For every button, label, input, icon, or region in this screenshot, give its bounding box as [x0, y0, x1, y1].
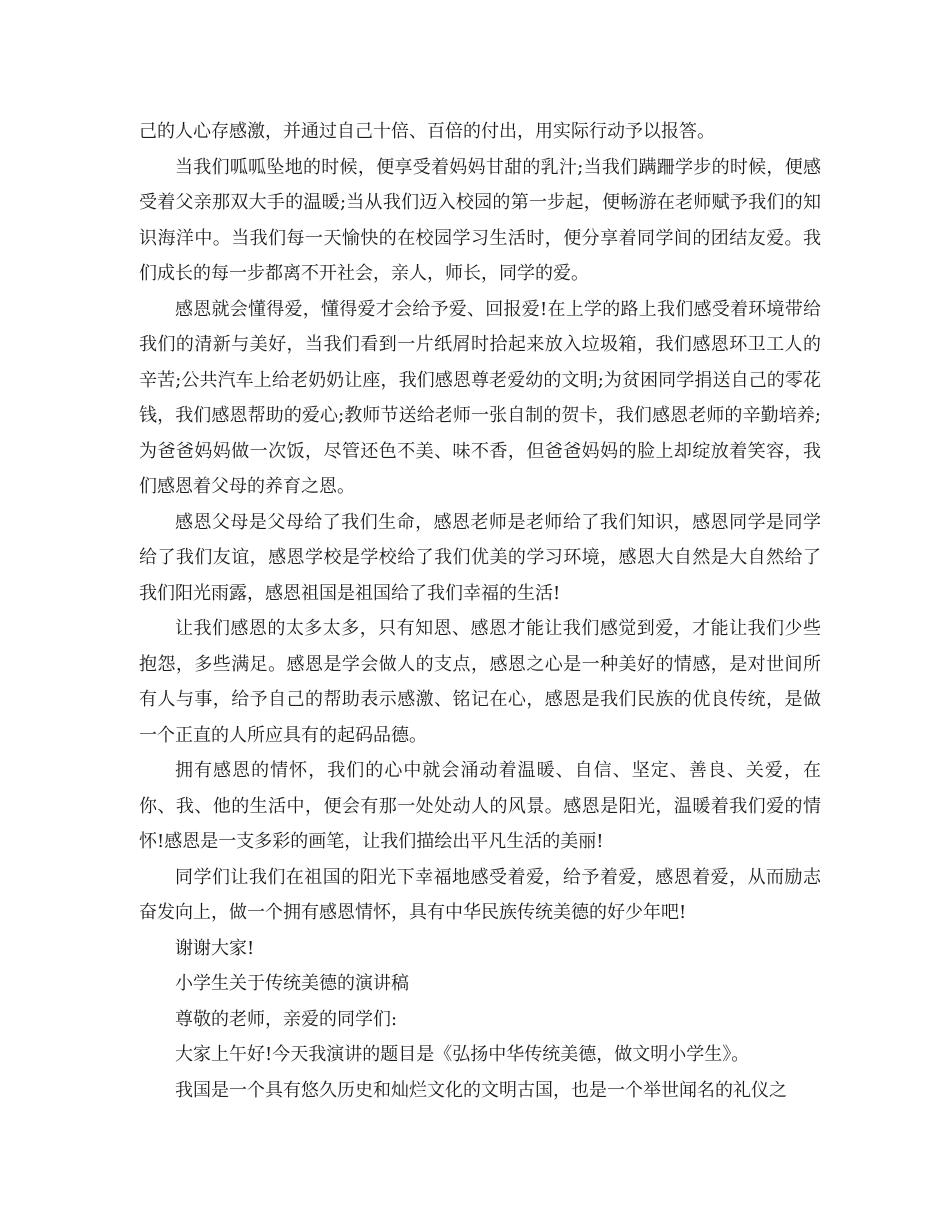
paragraph-growth-love: 当我们呱呱坠地的时候，便享受着妈妈甘甜的乳汁;当我们蹒跚学步的时候，便感受着父亲那双大手的温暖;当从我们迈入校园的第一步起，便畅游在老师赋予我们的知识海洋中。当我们每一天愉快的在校园学习生活时，便分享着同学间的团结友爱。我们成长的每一步都离不开社会，亲人，师长，同学的爱。: [139, 156, 821, 284]
paragraph-gratitude-feelings: 拥有感恩的情怀，我们的心中就会涌动着温暖、自信、坚定、善良、关爱，在你、我、他的生活中，便会有那一处处动人的风景。感恩是阳光，温暖着我们爱的情怀!感恩是一支多彩的画笔，让我们描绘出平凡生活的美丽!: [139, 760, 821, 852]
paragraph-gratitude-examples: 感恩就会懂得爱，懂得爱才会给予爱、回报爱!在上学的路上我们感受着环境带给我们的清新与美好，当我们看到一片纸屑时拾起来放入垃圾箱，我们感恩环卫工人的辛苦;公共汽车上给老奶奶让座，我们感恩尊老爱幼的文明;为贫困同学捐送自己的零花钱，我们感恩帮助的爱心;教师节送给老师一张自制的贺卡，我们感恩老师的辛勤培养;为爸爸妈妈做一次饭，尽管还色不美、味不香，但爸爸妈妈的脸上却绽放着笑容，我们感恩着父母的养育之恩。: [139, 298, 821, 497]
paragraph-thanks: 谢谢大家!: [175, 937, 255, 959]
paragraph-gratitude-virtue: 让我们感恩的太多太多，只有知恩、感恩才能让我们感觉到爱，才能让我们少些抱怨，多些满足。感恩是学会做人的支点，感恩之心是一种美好的情感，是对世间所有人与事，给予自己的帮助表示感激、铭记在心，感恩是我们民族的优良传统，是做一个正直的人所应具有的起码品德。: [139, 618, 821, 746]
paragraph-call-to-action: 同学们让我们在祖国的阳光下幸福地感受着爱，给予着爱，感恩着爱，从而励志奋发向上，做一个拥有感恩情怀，具有中华民族传统美德的好少年吧!: [139, 866, 821, 923]
speech-title: 小学生关于传统美德的演讲稿: [175, 973, 409, 994]
speech-body-start: 我国是一个具有悠久历史和灿烂文化的文明古国，也是一个举世闻名的礼仪之: [175, 1079, 787, 1101]
document-body: [139, 114, 821, 1108]
paragraph-continuation: 己的人心存感激，并通过自己十倍、百倍的付出，用实际行动予以报答。: [139, 121, 715, 142]
speech-salutation: 尊敬的老师，亲爱的同学们:: [175, 1008, 398, 1030]
paragraph-gratitude-reasons: 感恩父母是父母给了我们生命，感恩老师是老师给了我们知识，感恩同学是同学给了我们友谊，感恩学校是学校给了我们优美的学习环境，感恩大自然是大自然给了我们阳光雨露，感恩祖国是祖国给了我们幸福的生活!: [139, 511, 821, 604]
speech-opening: 大家上午好!今天我演讲的题目是《弘扬中华传统美德，做文明小学生》。: [175, 1044, 750, 1065]
